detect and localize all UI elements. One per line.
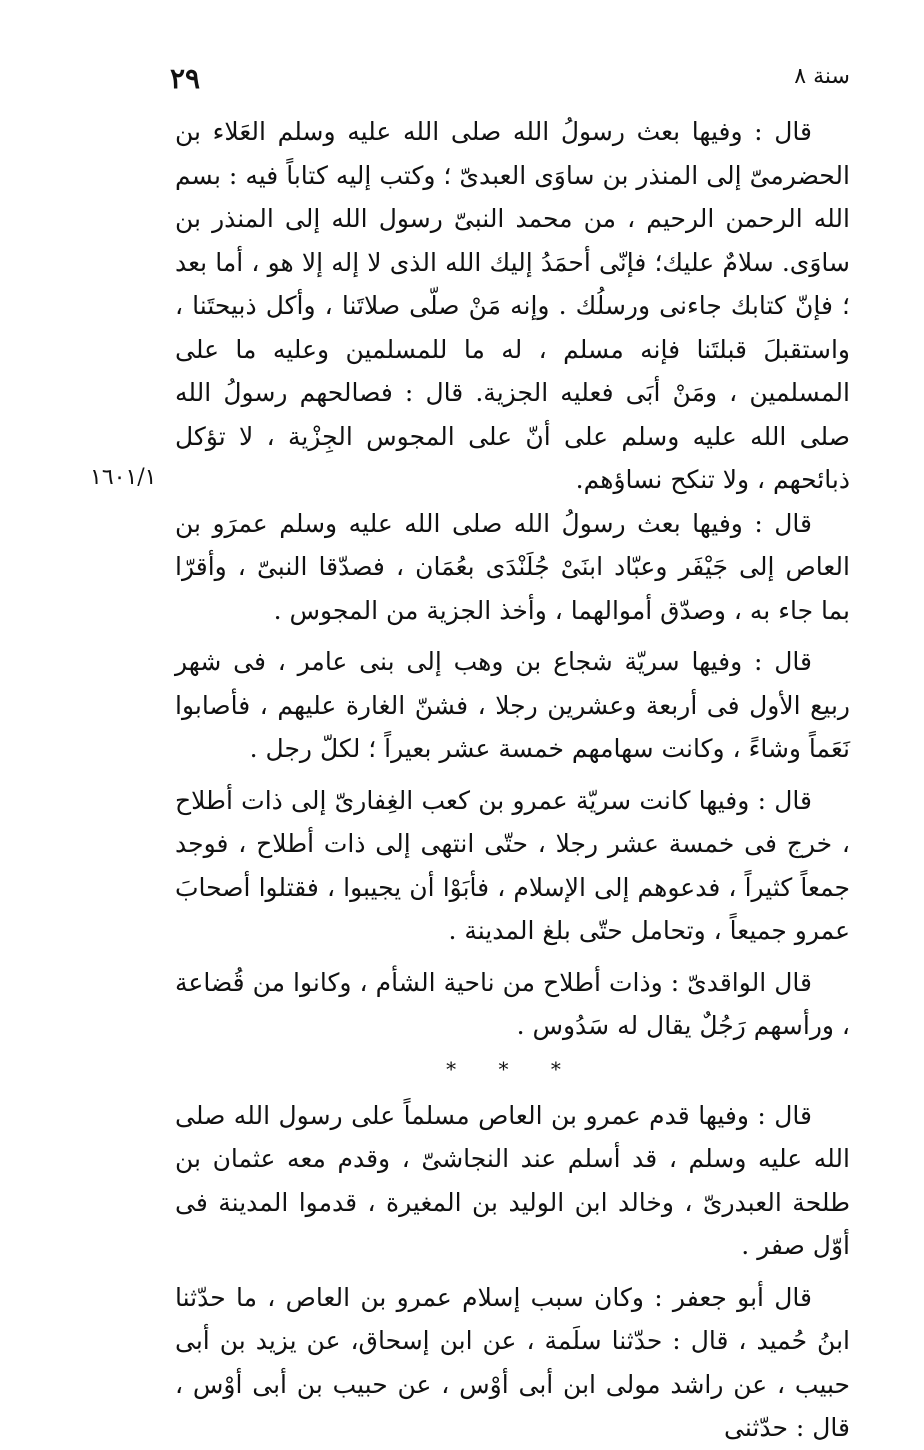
running-head: سنة ٨ <box>794 64 850 89</box>
paragraph: قال أبو جعفر : وكان سبب إسلام عمرو بن العاص ، ما حدّثنا ابنُ حُميد ، قال : حدّثنا سلَمة ، عن ابن إسحاق، عن يزيد بن أبى حبيب ، عن راشد مولى ابن أبى أوْس ، عن حبيب بن أبى أوْس ، قال : حدّثنى <box>175 1282 850 1442</box>
paragraph: قال : وفيها بعث رسولُ الله صلى الله عليه وسلم عمرَو بن العاص إلى جَيْفَر وعبّاد ابنَىْ جُلَنْدَى بعُمَان ، فصدّقا النبىّ ، وأقرّا بما جاء به ، وصدّق أموالهما ، وأخذ الجزية من المجوس . <box>175 508 850 625</box>
section-separator: * * * <box>446 1056 579 1081</box>
margin-note: ١٦٠١/١ <box>90 465 157 490</box>
body-text <box>175 110 850 1450</box>
page-header <box>170 62 850 102</box>
paragraph: قال : وفيها كانت سريّة عمرو بن كعب الغِفارىّ إلى ذات أطلاح ، خرج فى خمسة عشر رجلا ، حتّى انتهى إلى ذات أطلاح ، فوجد جمعاً كثيراً ، فدعوهم إلى الإسلام ، فأبَوْا أن يجيبوا ، فقتلوا أصحابَ عمرو جميعاً ، وتحامل حتّى بلغ المدينة . <box>175 785 850 945</box>
page-number: ٢٩ <box>170 62 201 95</box>
paragraph: قال الواقدىّ : وذات أطلاح من ناحية الشأم ، وكانوا من قُضاعة ، ورأسهم رَجُلٌ يقال له سَدُوس . <box>175 967 850 1040</box>
paragraph: قال : وفيها بعث رسولُ الله صلى الله عليه وسلم العَلاء بن الحضرمىّ إلى المنذر بن ساوَى العبدىّ ؛ وكتب إليه كتاباً فيه : بسم الله الرحمن الرحيم ، من محمد النبىّ رسول الله إلى المنذر بن ساوَى. سلامٌ عليك؛ فإنّى أحمَدُ إليك الله الذى لا إله إلا هو ، أما بعد ؛ فإنّ كتابك جاءنى ورسلُك . وإنه مَنْ صلّى صلاتَنا ، وأكل ذبيحتَنا ، واستقبلَ قبلتَنا فإنه مسلم ، له ما للمسلمين وعليه ما على المسلمين ، ومَنْ أبَى فعليه الجزية. قال : فصالحهم رسولُ الله صلى الله عليه وسلم على أنّ على المجوس الجِزْية ، لا تؤكل ذبائحهم ، ولا تنكح نساؤهم. <box>175 117 850 494</box>
paragraph: قال : وفيها قدم عمرو بن العاص مسلماً على رسول الله صلى الله عليه وسلم ، قد أسلم عند النجاشىّ ، وقدم معه عثمان بن طلحة العبدرىّ ، وخالد ابن الوليد بن المغيرة ، قدموا المدينة فى أوّل صفر . <box>175 1100 850 1260</box>
paragraph: قال : وفيها سريّة شجاع بن وهب إلى بنى عامر ، فى شهر ربيع الأول فى أربعة وعشرين رجلا ، فشنّ الغارة عليهم ، فأصابوا نَعَماً وشاءً ، وكانت سهامهم خمسة عشر بعيراً ؛ لكلّ رجل . <box>175 647 850 763</box>
